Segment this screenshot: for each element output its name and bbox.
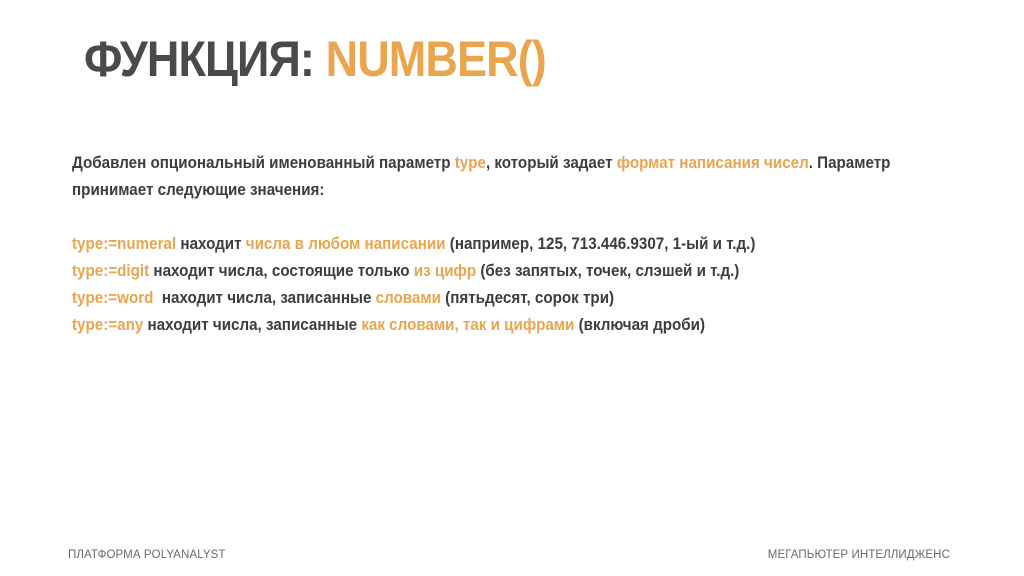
intro-text-3: . Параметр [808,154,891,172]
list-item-digit [72,258,900,285]
intro-highlight-type: type [454,154,486,172]
item-text: находит числа, записанные [153,289,376,307]
item-text: находит числа, записанные [143,316,362,334]
item-text: находит числа, состоящие только [149,262,414,280]
item-highlight: из цифр [413,262,477,280]
intro-text-2: , который задает [485,154,617,172]
page-title [84,24,546,94]
title-prefix: ФУНКЦИЯ: [84,31,326,87]
item-key: type:=any [72,316,144,334]
intro-text-1: Добавлен опциональный именованный параметр [72,154,455,172]
footer-company: МЕГАПЬЮТЕР ИНТЕЛЛИДЖЕНС [767,549,950,561]
item-highlight: словами [375,289,441,307]
item-highlight: как словами, так и цифрами [361,316,575,334]
item-key: type:=numeral [72,235,177,253]
intro-highlight-format: формат написания чисел [616,154,809,172]
intro-line-2: принимает следующие значения: [72,181,325,199]
item-text: (без запятых, точек, слэшей и т.д.) [476,262,740,280]
item-text: находит [176,235,246,253]
item-key: type:=digit [72,262,150,280]
list-item-word [72,285,900,312]
item-text: (включая дроби) [574,316,706,334]
paragraph-gap [72,204,900,231]
intro-line-1 [72,150,900,177]
list-item-any [72,312,900,339]
item-highlight: числа в любом написании [245,235,446,253]
item-text: (например, 125, 713.446.9307, 1-ый и т.д.) [445,235,756,253]
title-function-name: NUMBER() [325,31,546,87]
item-text: (пятьдесят, сорок три) [440,289,615,307]
list-item-numeral [72,231,900,258]
footer-platform: ПЛАТФОРМА POLYANALYST [68,549,226,561]
slide-content [72,150,900,339]
item-key: type:=word [72,289,154,307]
